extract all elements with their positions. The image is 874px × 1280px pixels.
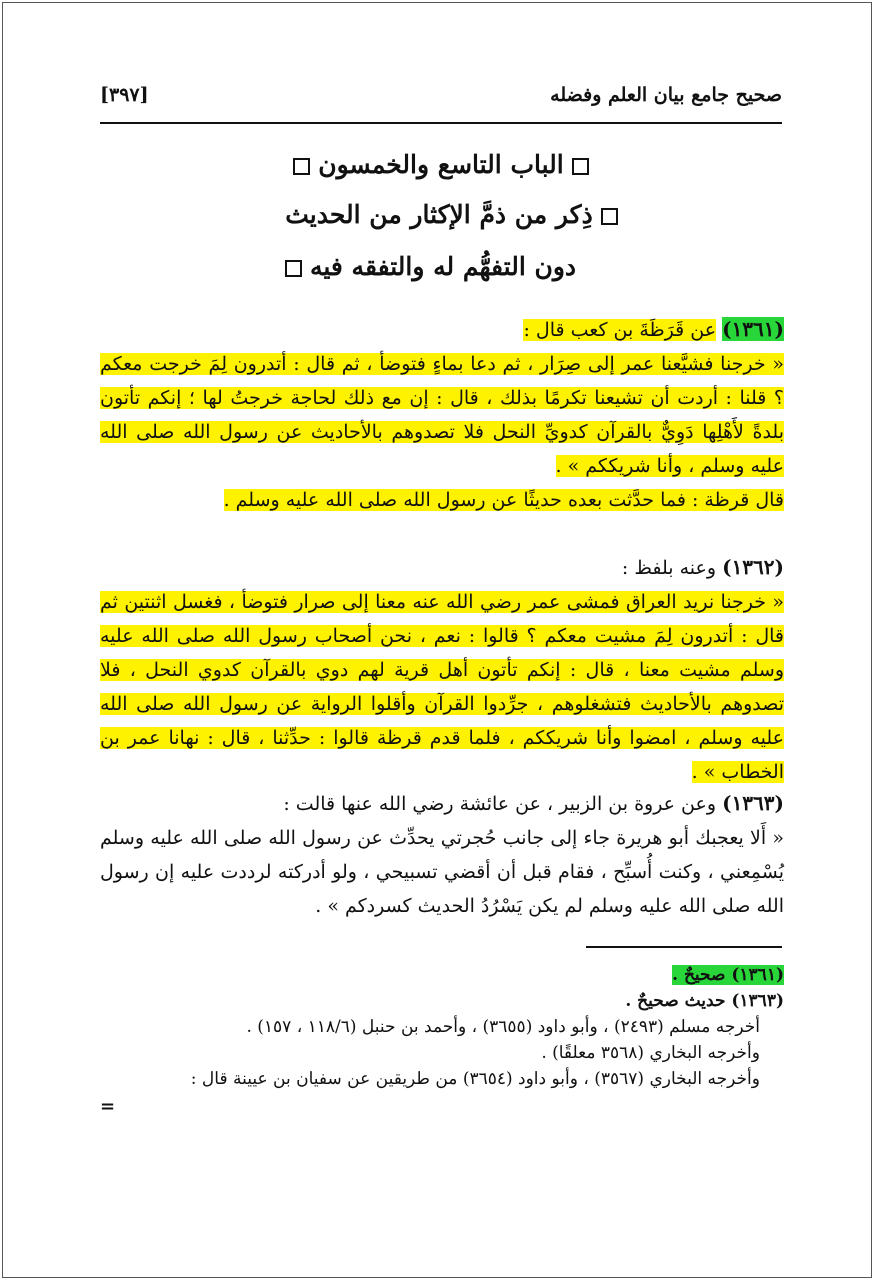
page-number: [٣٩٧] — [100, 84, 149, 106]
hadith-1362 — [100, 550, 784, 789]
chapter-title: الباب التاسع والخمسون — [318, 150, 564, 179]
hadith-closing: قال قرظة : فما حدَّثت بعده حديثًا عن رسول الله صلى الله عليه وسلم . — [223, 489, 784, 511]
hadith-intro: عن قَرَظَةَ بن كعب قال : — [523, 319, 717, 341]
footnotes — [100, 962, 784, 1092]
hadith-number: (١٣٦٣) — [722, 791, 784, 815]
hadith-text: « خرجنا نريد العراق فمشى عمر رضي الله عنه معنا إلى صرار فتوضأ ، فغسل اثنتين ثم قال : أتدرون لِمَ مشيت معكم ؟ قالوا : نعم ، نحن أصحاب رسول الله صلى الله عليه وسلم مشيت معنا ، قال : إنكم تأتون أهل قرية لهم دوي بالقرآن كدوي النحل ، فلا تصدوهم بالأحاديث فتشغلوهم ، جرِّدوا القرآن وأقلوا الرواية عن رسول الله صلى الله عليه وسلم ، امضوا وأنا شريككم ، فلما قدم قرظة قالوا : حدِّثنا ، قال : نهانا عمر بن الخطاب » . — [100, 591, 784, 783]
square-icon — [285, 260, 302, 277]
chapter-subtitle: ذِكر من ذمَّ الإكثار من الحديث — [285, 200, 593, 229]
footnote-1363: (١٣٦٣) حديث صحيحٌ . — [625, 991, 784, 1011]
chapter-heading-line1 — [100, 150, 782, 179]
continuation-mark: = — [100, 1096, 116, 1117]
footnote-divider — [586, 946, 782, 948]
square-icon — [601, 208, 618, 225]
chapter-subtitle-cont: دون التفهُّم له والتفقه فيه — [309, 252, 577, 281]
footnote-line: أخرجه مسلم (٢٤٩٣) ، وأبو داود (٣٦٥٥) ، وأحمد بن حنبل (١١٨/٦ ، ١٥٧) . — [246, 1017, 760, 1037]
hadith-1363 — [100, 786, 784, 923]
header-rule — [100, 122, 782, 124]
footnote-line: وأخرجه البخاري (٣٥٦٨ معلقًا) . — [541, 1043, 760, 1063]
square-icon — [293, 158, 310, 175]
hadith-text: « خرجنا فشيَّعنا عمر إلى صِرَار ، ثم دعا بماءٍ فتوضأ ، ثم قال : أتدرون لِمَ خرجت معكم ؟ قلنا : أردت أن تشيعنا تكرمًا بذلك ، قال : إن مع ذلك لحاجة خرجتُ لها ؛ إنكم تأتون بلدةً لأَهْلِها دَوِيٌّ بالقرآن كدويِّ النحل فلا تصدوهم بالأحاديث عن رسول الله صلى الله عليه وسلم ، وأنا شريككم » . — [100, 353, 784, 477]
hadith-intro: وعن عروة بن الزبير ، عن عائشة رضي الله عنها قالت : — [283, 793, 717, 815]
running-header — [100, 82, 782, 122]
hadith-intro: وعنه بلفظ : — [621, 557, 717, 579]
hadith-text: « أَلا يعجبك أبو هريرة جاء إلى جانب حُجرتي يحدِّث عن رسول الله صلى الله عليه وسلم يُسْمِعني ، وكنت أُسبِّح ، فقام قبل أن أقضي تسبيحي ، ولو أدركته لرددت عليه إن رسول الله صلى الله عليه وسلم لم يكن يَسْرُدُ الحديث كسردكم » . — [100, 827, 784, 917]
chapter-heading-line3 — [100, 252, 782, 281]
hadith-number: (١٣٦٢) — [722, 555, 784, 579]
square-icon — [572, 158, 589, 175]
footnote-1361: (١٣٦١) صحيحٌ . — [672, 965, 784, 985]
footnote-line: وأخرجه البخاري (٣٥٦٧) ، وأبو داود (٣٦٥٤) من طريقين عن سفيان بن عيينة قال : — [190, 1069, 760, 1089]
hadith-1361 — [100, 312, 784, 517]
hadith-number: (١٣٦١) — [722, 317, 784, 341]
book-title: صحيح جامع بيان العلم وفضله — [550, 84, 782, 106]
chapter-heading-line2 — [100, 200, 782, 229]
